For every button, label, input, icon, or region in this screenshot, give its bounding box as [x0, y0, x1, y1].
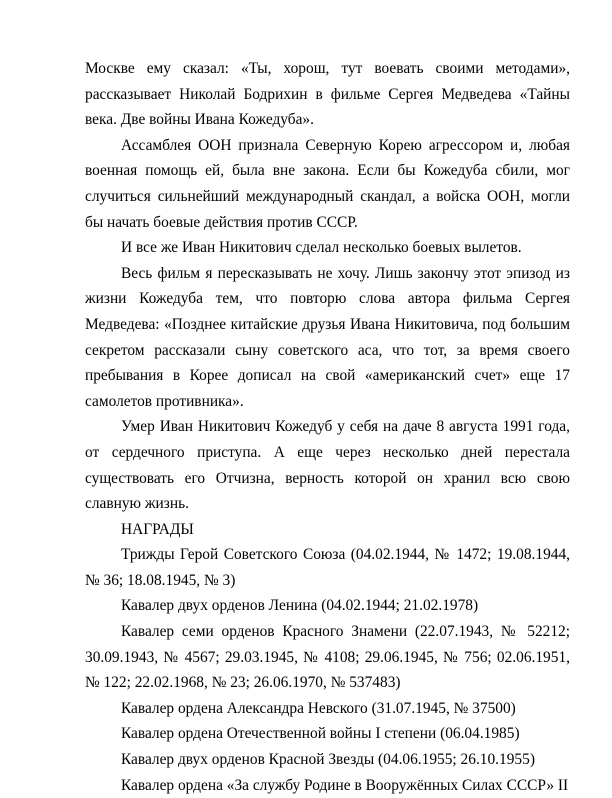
award-item: Кавалер ордена «За службу Родине в Вооружённых Силах СССР» II: [121, 776, 569, 794]
paragraph-un-assembly: Ассамблея ООН признала Северную Корею агрессором и, любая военная помощь ей, была вне закона. Если бы Кожедуба сбили, мог случиться сильнейший международный скандал, а войска ООН, могли бы начать боевые действия против СССР.: [85, 136, 570, 231]
section-heading-awards: НАГРАДЫ: [121, 520, 194, 538]
award-item: Кавалер двух орденов Ленина (04.02.1944; 21.02.1978): [121, 597, 479, 615]
award-item: Кавалер ордена Александра Невского (31.07.1945, № 37500): [121, 699, 516, 717]
award-item: Кавалер семи орденов Красного Знамени (22.07.1943, № 52212; 30.09.1943, № 4567; 29.03.1945, № 4108; 29.06.1945, № 756; 02.06.1951, № 122; 22.02.1968, № 23; 26.06.1970, № 537483): [85, 623, 570, 692]
paragraph-death: Умер Иван Никитович Кожедуб у себя на даче 8 августа 1991 года, от сердечного приступа. А еще через несколько дней перестала существовать его Отчизна, верность которой он хранил всю свою славную жизнь.: [85, 418, 570, 513]
paragraph-combat-sorties: И все же Иван Никитович сделал несколько боевых вылетов.: [121, 239, 522, 257]
award-item: Кавалер двух орденов Красной Звезды (04.06.1955; 26.10.1955): [121, 751, 535, 769]
award-item: Трижды Герой Советского Союза (04.02.1944, № 1472; 19.08.1944, № 36; 18.08.1945, № 3): [85, 546, 570, 589]
paragraph-film-quote: Весь фильм я пересказывать не хочу. Лишь закончу этот эпизод из жизни Кожедуба тем, что повторю слова автора фильма Сергея Медведева: «Позднее китайские друзья Ивана Никитовича, под большим секретом рассказали сыну советского аса, что тот, за время своего пребывания в Корее дописал на свой «американский счет» еще 17 самолетов противника».: [85, 264, 570, 410]
award-item: Кавалер ордена Отечественной войны I степени (06.04.1985): [121, 725, 520, 743]
document-body: [85, 56, 570, 798]
paragraph-continuation: Москве ему сказал: «Ты, хорош, тут воевать своими методами», рассказывает Николай Бодрихин в фильме Сергея Медведева «Тайны века. Две войны Ивана Кожедуба».: [85, 60, 570, 129]
